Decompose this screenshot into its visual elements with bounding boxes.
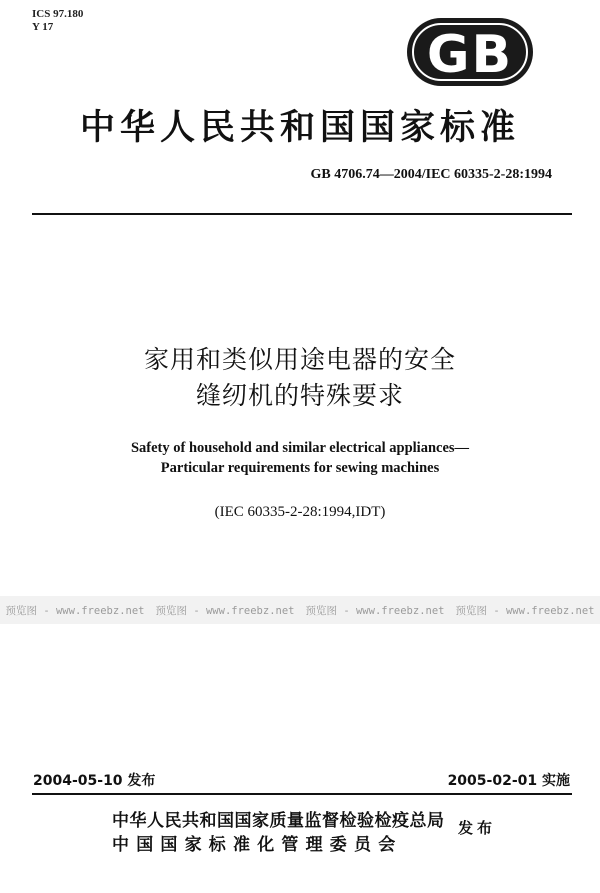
watermark-text: 预览图 - www.freebz.net	[155, 604, 295, 617]
category-code: Y 17	[32, 21, 54, 33]
standard-number: GB 4706.74—2004/IEC 60335-2-28:1994	[310, 167, 552, 182]
watermark-banner	[0, 596, 600, 624]
watermark-text: 预览图 - www.freebz.net	[455, 604, 595, 617]
english-title-line2: Particular requirements for sewing machines	[160, 460, 440, 476]
implementation-date: 2005-02-01 实施	[447, 773, 570, 789]
issue-date: 2004-05-10 发布	[33, 773, 156, 789]
watermark-text: 预览图 - www.freebz.net	[305, 604, 445, 617]
gb-logo-text: GB	[426, 25, 514, 85]
classification-codes	[32, 8, 83, 34]
publish-label: 发布	[458, 819, 497, 837]
gb-logo	[405, 16, 535, 88]
ics-code: ICS 97.180	[32, 8, 84, 20]
header-divider	[32, 213, 572, 215]
watermark-text: 预览图 - www.freebz.net	[5, 604, 145, 617]
footer-divider	[32, 793, 572, 795]
issuer-line1: 中华人民共和国国家质量监督检验检疫总局	[112, 811, 445, 831]
main-title: 中华人民共和国国家标准	[79, 107, 520, 148]
chinese-title-line2: 缝纫机的特殊要求	[195, 381, 404, 410]
chinese-title-line1: 家用和类似用途电器的安全	[143, 345, 456, 374]
english-title-line1: Safety of household and similar electrical appliances—	[130, 440, 470, 456]
issuer-line2: 中国国家标准化管理委员会	[112, 835, 403, 855]
iec-reference: (IEC 60335-2-28:1994,IDT)	[214, 504, 386, 520]
